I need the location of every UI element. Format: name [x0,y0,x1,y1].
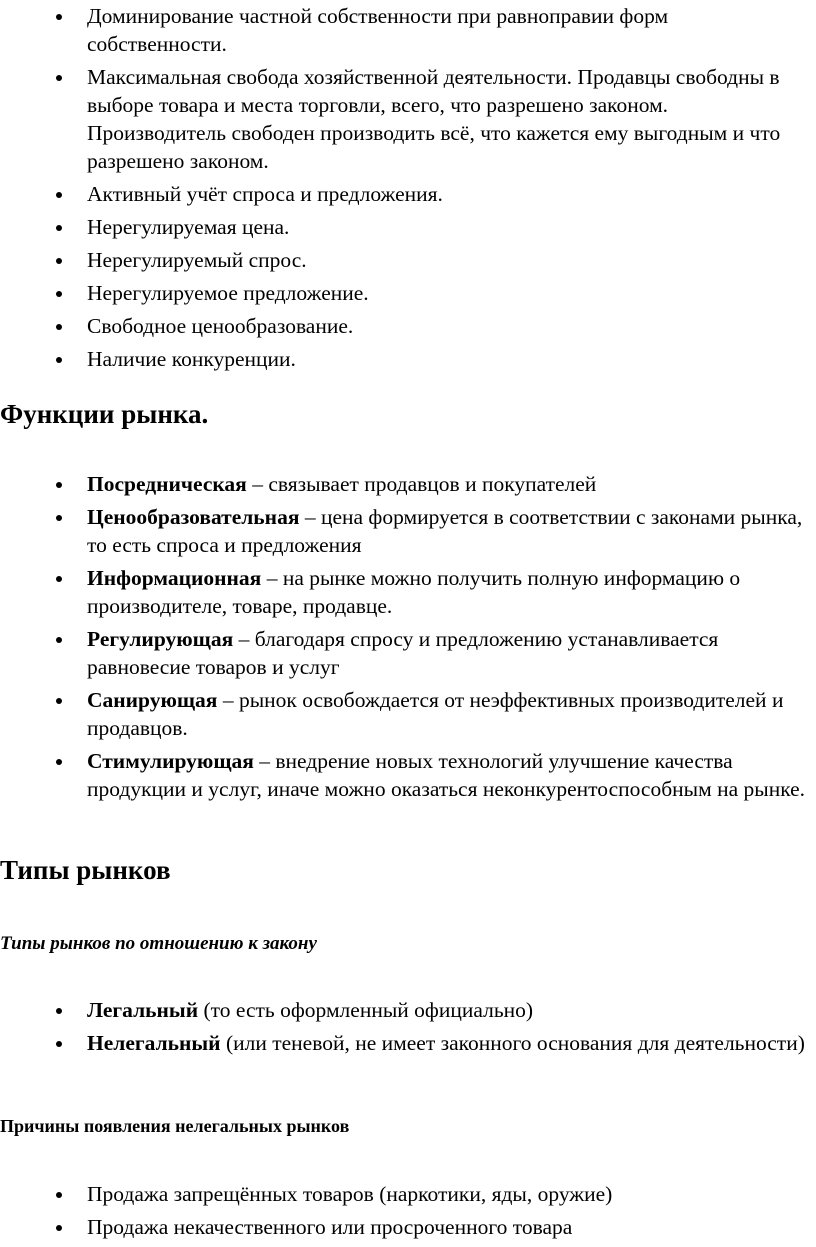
bullet-icon [56,747,66,775]
function-term: Ценообразовательная [87,505,300,529]
subheading-reasons: Причины появления нелегальных рынков [0,1116,350,1136]
function-desc: – на рынке можно получить полную информацию о производителе, товаре, продавце. [87,566,741,618]
market-features-list [0,2,816,378]
heading-functions: Функции рынка. [0,399,209,429]
function-term: Санирующая [87,688,218,712]
list-item: Продажа запрещённых товаров (наркотики, яды, оружие) [0,1180,816,1208]
function-term: Стимулирующая [87,749,254,773]
subheading-law: Типы рынков по отношению к закону [0,933,317,954]
reasons-list [0,1180,816,1246]
type-term: Нелегальный [87,1031,221,1055]
list-item [0,747,816,803]
bullet-icon [56,996,66,1024]
list-item [0,996,816,1024]
market-functions-list [0,470,816,808]
bullet-icon [56,246,66,274]
list-item: Свободное ценообразование. [0,312,816,340]
bullet-icon [56,1213,66,1241]
list-item [0,1029,816,1057]
list-item [0,470,816,498]
bullet-icon [56,503,66,531]
bullet-icon [56,63,66,91]
list-item: Активный учёт спроса и предложения. [0,180,816,208]
bullet-icon [56,470,66,498]
heading-types: Типы рынков [0,855,171,885]
function-term: Регулирующая [87,627,234,651]
list-item: Наличие конкуренции. [0,345,816,373]
bullet-icon [56,345,66,373]
bullet-icon [56,625,66,653]
list-item [0,564,816,620]
function-desc: – благодаря спросу и предложению устанавливается равновесие товаров и услуг [87,627,719,679]
bullet-icon [56,180,66,208]
list-item [0,686,816,742]
type-desc: (то есть оформленный официально) [198,998,534,1022]
function-desc: – цена формируется в соответствии с законами рынка, то есть спроса и предложения [87,505,803,557]
list-item: Нерегулируемый спрос. [0,246,816,274]
list-item: Нерегулируемое предложение. [0,279,816,307]
bullet-icon [56,564,66,592]
type-term: Легальный [87,998,199,1022]
function-term: Посредническая [87,472,247,496]
function-term: Информационная [87,566,262,590]
law-types-list [0,996,816,1062]
list-item [0,503,816,559]
bullet-icon [56,312,66,340]
bullet-icon [56,1180,66,1208]
type-desc: (или теневой, не имеет законного основания для деятельности) [220,1031,805,1055]
list-item: Продажа некачественного или просроченного товара [0,1213,816,1241]
bullet-icon [56,279,66,307]
function-desc: – внедрение новых технологий улучшение качества продукции и услуг, иначе можно оказаться неконкурентоспособным на рынке. [87,749,806,801]
bullet-icon [56,1029,66,1057]
list-item: Нерегулируемая цена. [0,213,816,241]
function-desc: – рынок освобождается от неэффективных производителей и продавцов. [87,688,784,740]
list-item: Максимальная свобода хозяйственной деятельности. Продавцы свободны в выборе товара и места торговли, всего, что разрешено законом. Производитель свободен производить всё, что кажется ему выгодным и что разрешено законом. [0,63,816,175]
bullet-icon [56,2,66,30]
bullet-icon [56,213,66,241]
list-item [0,625,816,681]
list-item: Доминирование частной собственности при равноправии форм собственности. [0,2,816,58]
function-desc: – связывает продавцов и покупателей [246,472,597,496]
bullet-icon [56,686,66,714]
